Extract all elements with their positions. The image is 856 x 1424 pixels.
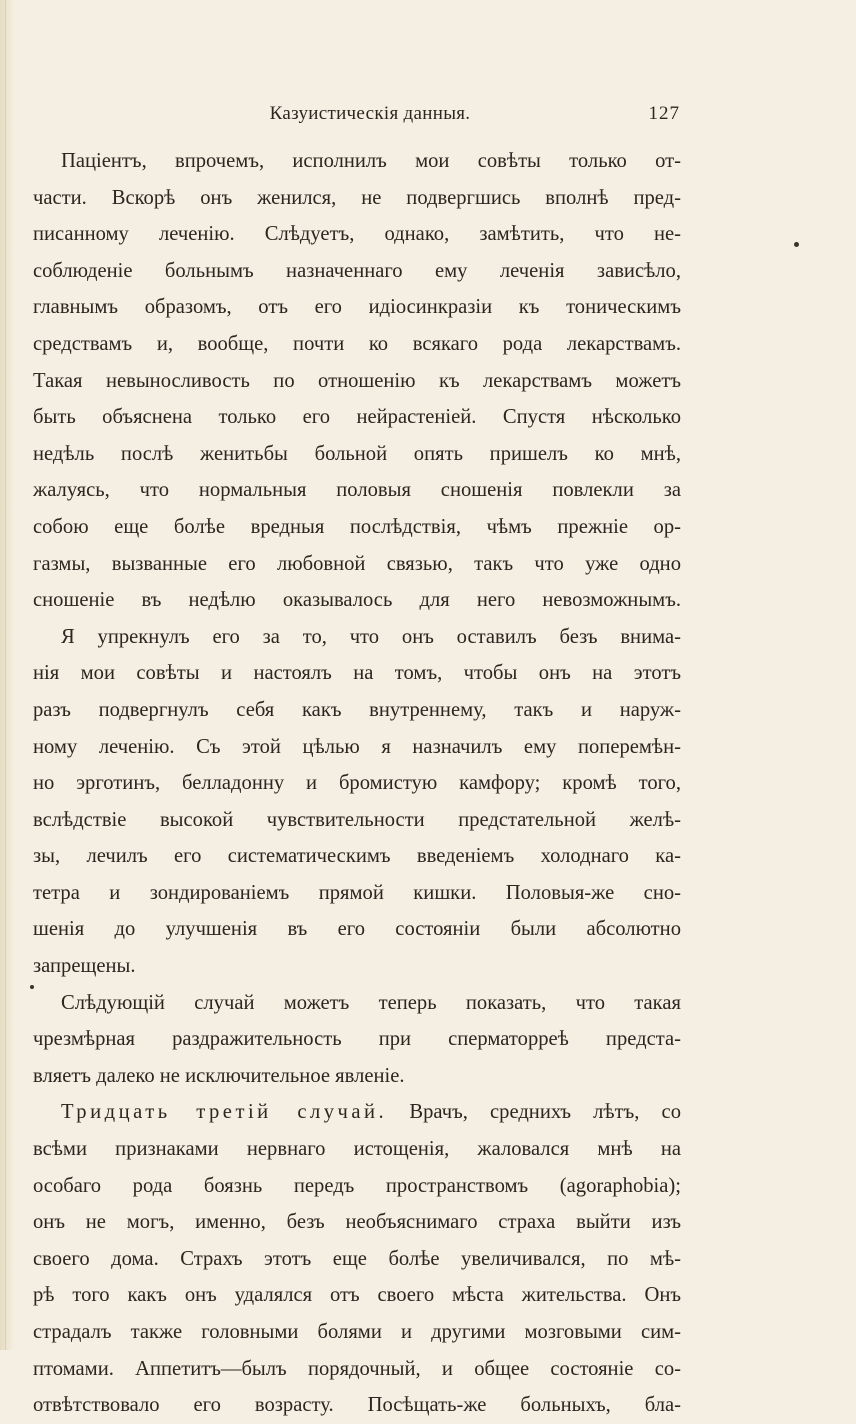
text-line: отвѣтствовало его возрасту. Посѣщать-же больныхъ, бла- bbox=[33, 1394, 681, 1417]
text-line: зы, лечилъ его систематическимъ введеніемъ холоднаго ка- bbox=[33, 845, 681, 868]
text-line: быть объяснена только его нейрастеніей. Спустя нѣсколько bbox=[33, 406, 681, 429]
text-line: Паціентъ, впрочемъ, исполнилъ мои совѣты только от- bbox=[61, 150, 681, 172]
text-line: разъ подвергнулъ себя какъ внутреннему, такъ и наруж- bbox=[33, 698, 681, 721]
text-line: вляетъ далеко не исключительное явленіе. bbox=[33, 1064, 405, 1087]
text-line: ному леченію. Съ этой цѣлью я назначилъ ему поперемѣн- bbox=[33, 735, 681, 758]
text-line: Такая невыносливость по отношенію къ лекарствамъ можетъ bbox=[33, 369, 681, 392]
text-line: писанному леченію. Слѣдуетъ, однако, замѣтить, что не- bbox=[33, 223, 681, 246]
running-title: Казуистическія данныя. bbox=[269, 103, 471, 124]
text-line: главнымъ образомъ, отъ его идіосинкразіи къ тоническимъ bbox=[33, 296, 681, 319]
text-line: части. Вскорѣ онъ женился, не подвергшись вполнѣ пред- bbox=[33, 186, 681, 209]
text-line: тетра и зондированіемъ прямой кишки. Половыя-же сно- bbox=[33, 881, 681, 904]
paragraph-2 bbox=[33, 619, 681, 985]
text-line: особаго рода боязнь передъ пространствомъ (agoraphobia); bbox=[33, 1174, 681, 1197]
text-line: всѣми признаками нервнаго истощенія, жаловался мнѣ на bbox=[33, 1138, 681, 1161]
text-line: страдалъ также головными болями и другими мозговыми сим- bbox=[33, 1321, 681, 1343]
text-line: средствамъ и, вообще, почти ко всякаго рода лекарствамъ. bbox=[33, 332, 681, 355]
text-line: онъ не могъ, именно, безъ необъяснимаго страха выйти изъ bbox=[33, 1211, 681, 1234]
paragraph-case-33 bbox=[33, 1094, 681, 1423]
text-line: соблюденіе больнымъ назначеннаго ему леченія зависѣло, bbox=[33, 259, 681, 282]
text-line: запрещены. bbox=[33, 955, 136, 978]
text-line: рѣ того какъ онъ удалялся отъ своего мѣста жительства. Онъ bbox=[33, 1284, 681, 1307]
text-line: вслѣдствіе высокой чувствительности предстательной желѣ- bbox=[33, 808, 681, 831]
text-line: газмы, вызванные его любовной связью, такъ что уже одно bbox=[33, 552, 681, 575]
page-number: 127 bbox=[648, 103, 680, 124]
text-line: птомами. Аппетитъ—былъ порядочный, и общее состояніе со- bbox=[33, 1357, 681, 1380]
text-line: сношеніе въ недѣлю оказывалось для него невозможнымъ. bbox=[33, 589, 681, 612]
text-line: но эрготинъ, белладонну и бромистую камфору; кромѣ того, bbox=[33, 772, 681, 795]
body-text bbox=[33, 143, 681, 1424]
text-line: Слѣдующій случай можетъ теперь показать, что такая bbox=[61, 991, 681, 1014]
text-line bbox=[33, 1094, 681, 1131]
page-header bbox=[60, 103, 680, 133]
text-line: Я упрекнулъ его за то, что онъ оставилъ безъ внима- bbox=[61, 625, 681, 648]
text-line: нія мои совѣты и настоялъ на томъ, чтобы онъ на этотъ bbox=[33, 662, 681, 685]
text-line: собою еще болѣе вредныя послѣдствія, чѣмъ прежніе ор- bbox=[33, 515, 681, 538]
text-line: чрезмѣрная раздражительность при сперматорреѣ предста- bbox=[33, 1028, 681, 1051]
case-heading: Тридцать третій случай. bbox=[61, 1101, 388, 1124]
paragraph-1 bbox=[33, 143, 681, 619]
text-line: недѣль послѣ женитьбы больной опять пришелъ ко мнѣ, bbox=[33, 442, 681, 465]
text-line: жалуясь, что нормальныя половыя сношенія повлекли за bbox=[33, 479, 681, 502]
text-line: шенія до улучшенія въ его состояніи были абсолютно bbox=[33, 918, 681, 941]
page-edge bbox=[0, 0, 14, 1350]
case-heading-rest: Врачъ, среднихъ лѣтъ, со bbox=[409, 1101, 681, 1124]
ink-dot-mark bbox=[794, 242, 799, 247]
text-line: своего дома. Страхъ этотъ еще болѣе увеличивался, по мѣ- bbox=[33, 1247, 681, 1270]
page-gutter-line bbox=[5, 0, 6, 1350]
paragraph-3 bbox=[33, 985, 681, 1095]
